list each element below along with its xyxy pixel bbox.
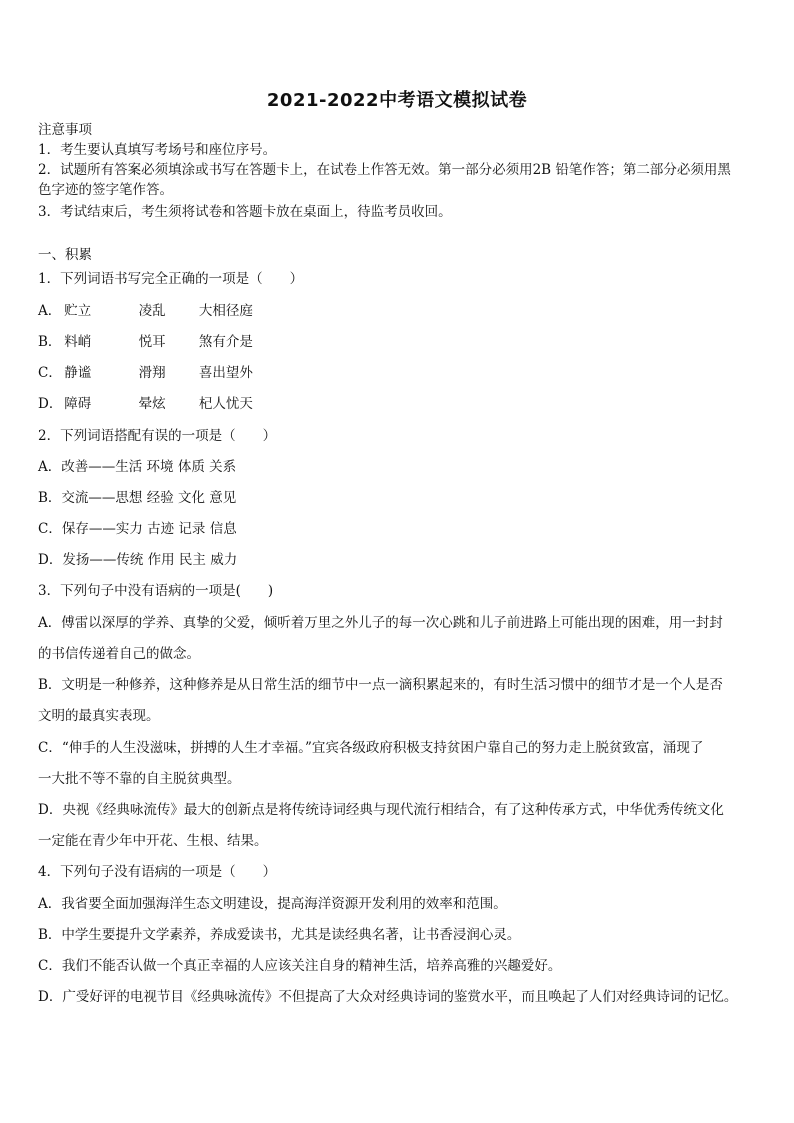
option-word: 料峭 bbox=[64, 334, 92, 350]
option-label: A． bbox=[38, 303, 62, 319]
option-line: D．央视《经典咏流传》最大的创新点是将传统诗词经典与现代流行相结合，有了这种传承方式，中华优秀传统文化 bbox=[38, 802, 724, 818]
option-word: 悦耳 bbox=[138, 334, 166, 350]
option-line: C．我们不能否认做一个真正幸福的人应该关注自身的精神生活，培养高雅的兴趣爱好。 bbox=[38, 958, 562, 974]
option-line: 一定能在青少年中开花、生根、结果。 bbox=[38, 833, 268, 849]
option-row bbox=[38, 364, 253, 382]
option-word: 杞人忧天 bbox=[198, 396, 253, 412]
option-line: B．中学生要提升文学素养，养成爱读书，尤其是读经典名著，让书香浸润心灵。 bbox=[38, 927, 521, 943]
section-heading: 一、积累 bbox=[38, 247, 92, 263]
option-line: A．改善——生活 环境 体质 关系 bbox=[38, 459, 237, 475]
option-line: C．保存——实力 古迹 记录 信息 bbox=[38, 521, 237, 537]
option-row bbox=[38, 302, 253, 320]
option-line: 的书信传递着自己的做念。 bbox=[38, 646, 200, 662]
option-label: C． bbox=[38, 365, 62, 381]
option-line: D．发扬——传统 作用 民主 威力 bbox=[38, 552, 238, 568]
option-word: 喜出望外 bbox=[198, 365, 253, 381]
question-stem: 4．下列句子没有语病的一项是（ ） bbox=[38, 864, 277, 880]
option-word: 障碍 bbox=[64, 396, 92, 412]
option-word: 静谧 bbox=[64, 365, 92, 381]
notice-item: 3．考试结束后，考生须将试卷和答题卡放在桌面上，待监考员收回。 bbox=[38, 204, 452, 220]
option-word: 贮立 bbox=[64, 303, 92, 319]
option-word: 大相径庭 bbox=[198, 303, 253, 319]
page-title: 2021-2022中考语文模拟试卷 bbox=[266, 90, 528, 111]
option-line: B．交流——思想 经验 文化 意见 bbox=[38, 490, 237, 506]
option-word: 晕炫 bbox=[138, 396, 166, 412]
option-line: C．“伸手的人生没滋味，拼搏的人生才幸福。”宜宾各级政府积极支持贫困户靠自己的努力走上脱贫致富，涌现了 bbox=[38, 740, 704, 756]
question-stem: 1．下列词语书写完全正确的一项是（ ） bbox=[38, 271, 304, 287]
option-line: D．广受好评的电视节目《经典咏流传》不但提高了大众对经典诗词的鉴赏水平，而且唤起了人们对经典诗词的记忆。 bbox=[38, 989, 738, 1005]
option-row bbox=[38, 333, 253, 351]
option-label: B． bbox=[38, 334, 62, 350]
option-word: 凌乱 bbox=[138, 303, 166, 319]
option-line: A．傅雷以深厚的学养、真挚的父爱，倾听着万里之外儿子的每一次心跳和儿子前进路上可能出现的困难，用一封封 bbox=[38, 615, 723, 631]
notice-heading: 注意事项 bbox=[38, 122, 92, 138]
notice-item: 1．考生要认真填写考场号和座位序号。 bbox=[38, 142, 277, 158]
option-word: 煞有介是 bbox=[198, 334, 253, 350]
option-line: A．我省要全面加强海洋生态文明建设，提高海洋资源开发利用的效率和范围。 bbox=[38, 896, 507, 912]
question-stem: 2．下列词语搭配有误的一项是（ ） bbox=[38, 428, 277, 444]
option-line: 一大批不等不靠的自主脱贫典型。 bbox=[38, 771, 241, 787]
option-line: B．文明是一种修养，这种修养是从日常生活的细节中一点一滴积累起来的，有时生活习惯中的细节才是一个人是否 bbox=[38, 677, 723, 693]
question-stem: 3．下列句子中没有语病的一项是( ) bbox=[38, 583, 274, 599]
option-line: 文明的最真实表现。 bbox=[38, 708, 160, 724]
option-row bbox=[38, 395, 253, 413]
notice-item: 2．试题所有答案必须填涂或书写在答题卡上，在试卷上作答无效。第一部分必须用2B 铅笔作答；第二部分必须用黑 bbox=[38, 162, 731, 178]
option-label: D． bbox=[38, 396, 63, 412]
option-word: 滑翔 bbox=[138, 365, 166, 381]
notice-item: 色字迹的签字笔作答。 bbox=[38, 182, 173, 198]
